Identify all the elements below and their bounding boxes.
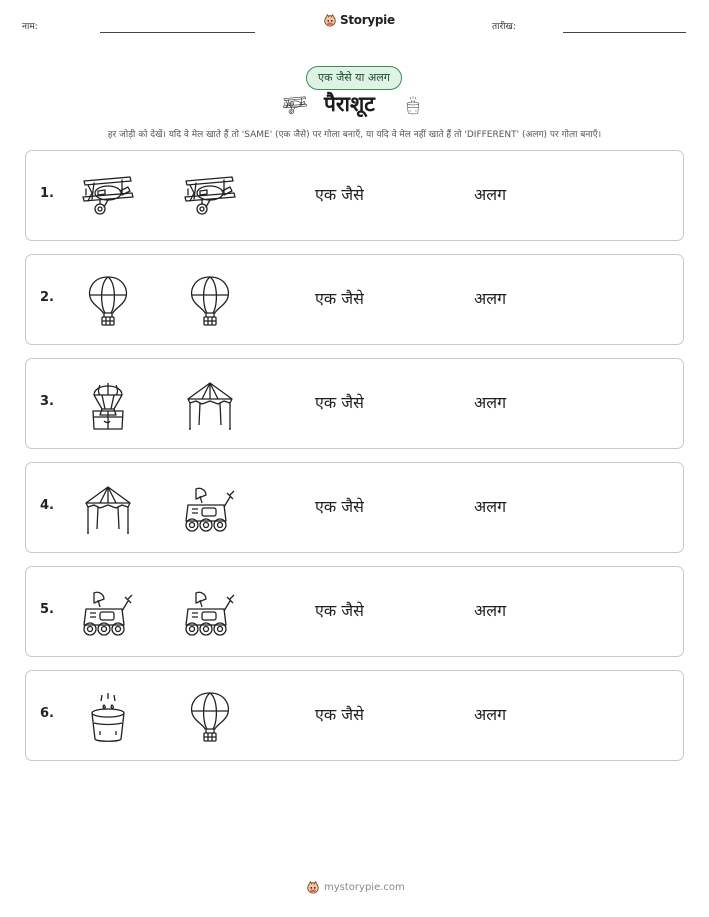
different-option[interactable]: अलग	[474, 601, 507, 620]
same-option[interactable]: एक जैसे	[315, 289, 364, 308]
different-option[interactable]: अलग	[474, 705, 507, 724]
different-option[interactable]: अलग	[474, 289, 507, 308]
question-number: 2.	[40, 290, 54, 305]
page-title: पैराशूट	[324, 92, 375, 116]
mascot-icon	[323, 13, 337, 27]
name-label: नाम:	[22, 22, 38, 32]
canopy-tent-icon	[180, 379, 240, 431]
header	[0, 0, 709, 50]
hot-air-balloon-icon	[180, 275, 240, 327]
question-row	[25, 566, 684, 657]
question-number: 6.	[40, 706, 54, 721]
mascot-icon	[306, 880, 320, 894]
question-number: 5.	[40, 602, 54, 617]
footer-site-link[interactable]: mystorypie.com	[324, 881, 405, 893]
date-label: तारीख:	[492, 22, 516, 32]
water-bucket-icon	[402, 90, 424, 120]
same-option[interactable]: एक जैसे	[315, 705, 364, 724]
biplane-icon	[180, 171, 240, 223]
question-number: 3.	[40, 394, 54, 409]
question-row	[25, 254, 684, 345]
question-row	[25, 150, 684, 241]
brand-name: Storypie	[340, 13, 395, 27]
instructions: हर जोड़ी को देखें। यदि वे मेल खाते हैं तो 'SAME' (एक जैसे) पर गोला बनाएँ, या यदि वे मेल नहीं खाते हैं तो 'DIFFERENT' (अलग) पर गोला बनाएँ।	[107, 130, 602, 140]
question-number: 1.	[40, 186, 54, 201]
rover-icon	[180, 483, 240, 535]
same-option[interactable]: एक जैसे	[315, 497, 364, 516]
different-option[interactable]: अलग	[474, 497, 507, 516]
same-option[interactable]: एक जैसे	[315, 185, 364, 204]
parachute-crate-icon	[78, 379, 138, 431]
brand-logo	[323, 13, 395, 27]
same-option[interactable]: एक जैसे	[315, 601, 364, 620]
footer	[306, 880, 405, 894]
water-bucket-icon	[78, 691, 138, 743]
biplane-icon	[78, 171, 138, 223]
question-row	[25, 462, 684, 553]
worksheet-type-badge: एक जैसे या अलग	[306, 66, 402, 90]
rover-icon	[180, 587, 240, 639]
date-field-line[interactable]	[563, 32, 686, 33]
rover-icon	[78, 587, 138, 639]
question-row	[25, 358, 684, 449]
title-row	[0, 90, 709, 122]
different-option[interactable]: अलग	[474, 185, 507, 204]
question-row	[25, 670, 684, 761]
canopy-tent-icon	[78, 483, 138, 535]
name-field-line[interactable]	[100, 32, 255, 33]
hot-air-balloon-icon	[180, 691, 240, 743]
different-option[interactable]: अलग	[474, 393, 507, 412]
biplane-icon	[280, 94, 310, 118]
question-number: 4.	[40, 498, 54, 513]
same-option[interactable]: एक जैसे	[315, 393, 364, 412]
hot-air-balloon-icon	[78, 275, 138, 327]
